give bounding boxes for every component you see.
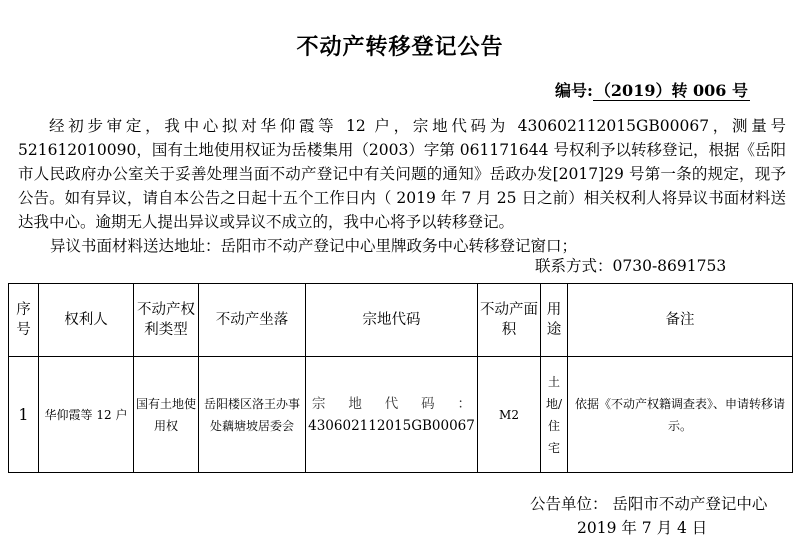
issue-date: 2019 年 7 月 4 日 (577, 519, 708, 537)
parcel-code-value: 430602112015GB00067 (308, 417, 475, 434)
document-number-value: （2019）转 006 号 (594, 81, 748, 100)
header-area: 不动产面积 (478, 284, 541, 357)
header-holder: 权利人 (39, 284, 134, 357)
notice-body: 经初步审定，我中心拟对华仰霞等 12 户，宗地代码为 430602112015GB00067，测量号 521612010090，国有土地使用权证为岳楼集用（2003）字第 061171644 号权利予以转移登记，根据《岳阳市人民政府办公室关于妥善处理当面不动产登记中有关问题的通知》岳政办发[2017]29 号第一条的规定，现予公告。如有异议，请自本公告之日起十五个工作日内（ 2019 年 7 月 25 日之前）相关权利人将异议书面材料送达我中心。逾期无人提出异议或异议不成立的，我中心将予以转移登记。 (18, 117, 786, 231)
cell-remark: 依据《不动产权籍调查表》、申请转移请示。 (568, 357, 793, 473)
cell-holder: 华仰霞等 12 户 (39, 357, 134, 473)
table-header-row (9, 284, 793, 357)
header-use: 用途 (541, 284, 568, 357)
document-number (555, 78, 750, 101)
header-parcel-code: 宗地代码 (306, 284, 478, 357)
cell-area: M2 (478, 357, 541, 473)
header-no: 序号 (9, 284, 39, 357)
header-location: 不动产坐落 (199, 284, 306, 357)
parcel-code-label: 宗地代码： (312, 395, 471, 412)
header-remark: 备注 (568, 284, 793, 357)
cell-parcel-code (306, 357, 478, 473)
cell-use: 土地/住宅 (541, 357, 568, 473)
cell-location: 岳阳楼区洛王办事处藕塘坡居委会 (199, 357, 306, 473)
objection-address: 异议书面材料送达地址：岳阳市不动产登记中心里牌政务中心转移登记窗口； (50, 237, 578, 255)
table-row (9, 357, 793, 473)
contact-info: 联系方式：0730-8691753 (535, 257, 727, 275)
registration-table (8, 283, 793, 473)
cell-right-type: 国有土地使用权 (134, 357, 199, 473)
cell-no: 1 (9, 357, 39, 473)
issuing-unit: 公告单位： 岳阳市不动产登记中心 (530, 495, 768, 513)
header-right-type: 不动产权利类型 (134, 284, 199, 357)
notice-title: 不动产转移登记公告 (296, 34, 504, 60)
document-number-label: 编号: (555, 81, 593, 100)
